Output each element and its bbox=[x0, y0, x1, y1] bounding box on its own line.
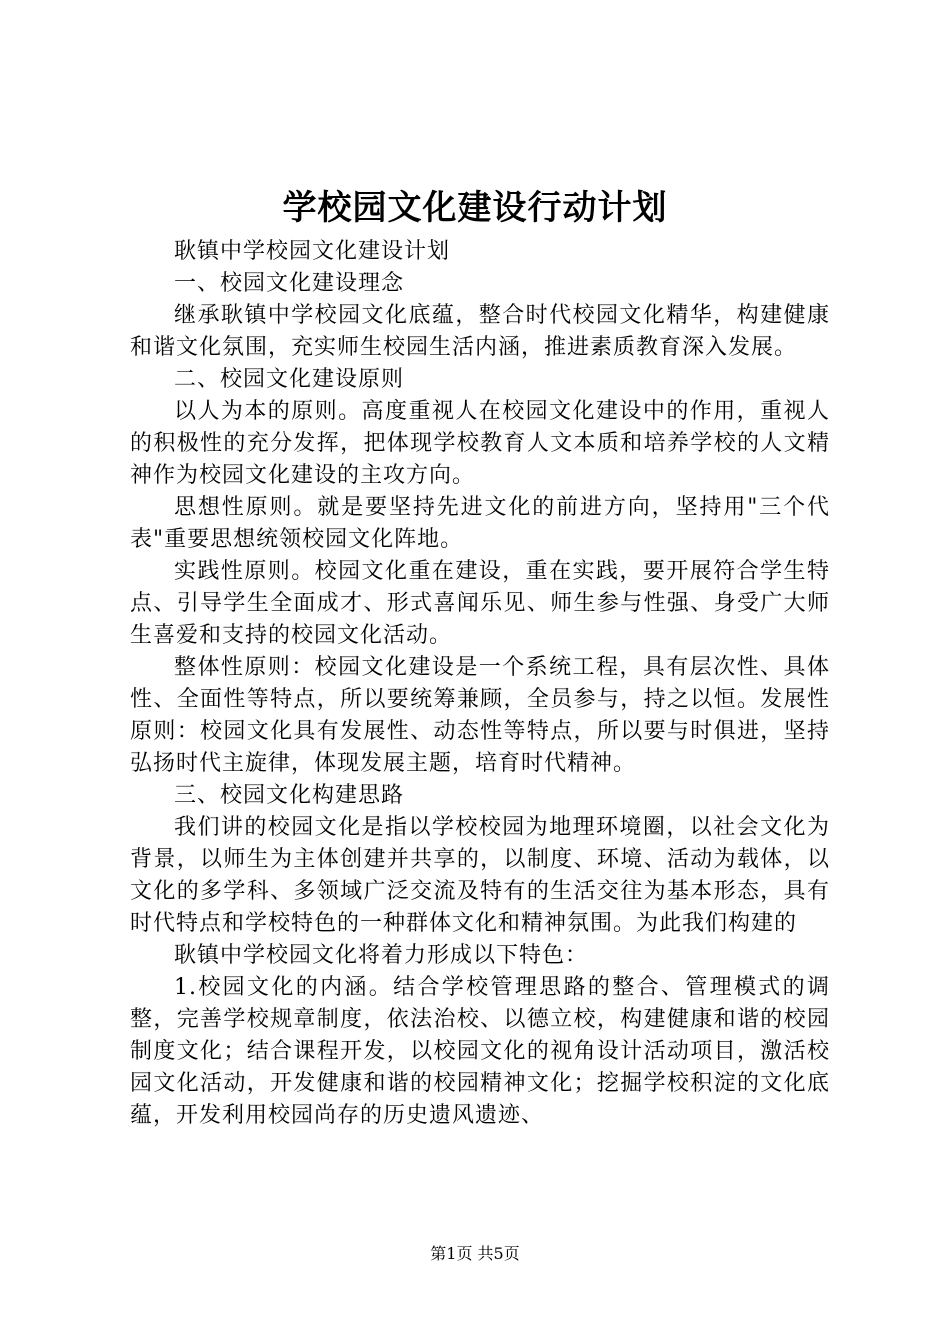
paragraph: 以人为本的原则。高度重视人在校园文化建设中的作用，重视人的积极性的充分发挥，把体现学校教育人文本质和培养学校的人文精神作为校园文化建设的主攻方向。 bbox=[130, 399, 830, 488]
paragraph: 实践性原则。校园文化重在建设，重在实践，要开展符合学生特点、引导学生全面成才、形式喜闻乐见、师生参与性强、身受广大师生喜爱和支持的校园文化活动。 bbox=[130, 559, 830, 648]
paragraph: 整体性原则：校园文化建设是一个系统工程，具有层次性、具体性、全面性等特点，所以要统筹兼顾，全员参与，持之以恒。发展性原则：校园文化具有发展性、动态性等特点，所以要与时俱进，坚持弘扬时代主旋律，体现发展主题，培育时代精神。 bbox=[130, 655, 830, 776]
paragraph-school-plan-heading: 耿镇中学校园文化建设计划 bbox=[174, 239, 451, 264]
document-body bbox=[130, 236, 830, 1132]
section-heading-approach: 三、校园文化构建思路 bbox=[174, 783, 405, 808]
section-heading-concept: 一、校园文化建设理念 bbox=[174, 271, 405, 296]
document-title: 学校园文化建设行动计划 bbox=[282, 188, 668, 228]
paragraph: 耿镇中学校园文化将着力形成以下特色： bbox=[174, 943, 589, 968]
paragraph: 继承耿镇中学校园文化底蕴，整合时代校园文化精华，构建健康和谐文化氛围，充实师生校园生活内涵，推进素质教育深入发展。 bbox=[130, 303, 830, 360]
paragraph: 1.校园文化的内涵。结合学校管理思路的整合、管理模式的调整，完善学校规章制度，依法治校、以德立校，构建健康和谐的校园制度文化；结合课程开发，以校园文化的视角设计活动项目，激活校园文化活动，开发健康和谐的校园精神文化；挖掘学校积淀的文化底蕴，开发利用校园尚存的历史遗风遗迹、 bbox=[130, 975, 830, 1128]
page-number-footer: 第1页 共5页 bbox=[430, 1244, 520, 1263]
paragraph: 我们讲的校园文化是指以学校校园为地理环境圈，以社会文化为背景，以师生为主体创建并共享的，以制度、环境、活动为载体，以文化的多学科、多领域广泛交流及特有的生活交往为基本形态，具有时代特点和学校特色的一种群体文化和精神氛围。为此我们构建的 bbox=[130, 815, 830, 936]
section-heading-principles: 二、校园文化建设原则 bbox=[174, 367, 405, 392]
paragraph: 思想性原则。就是要坚持先进文化的前进方向，坚持用"三个代表"重要思想统领校园文化阵地。 bbox=[130, 495, 830, 552]
